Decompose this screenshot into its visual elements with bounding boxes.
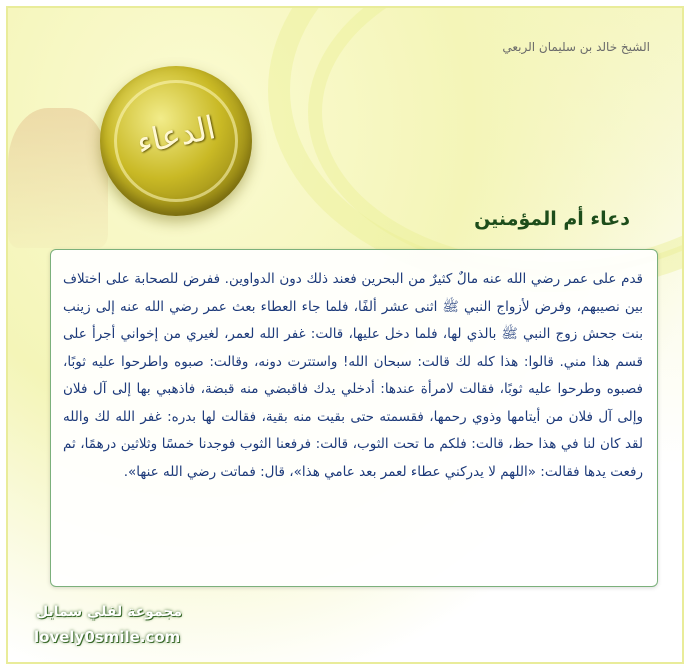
dua-medallion-logo — [100, 66, 252, 216]
site-brand-url: lovely0smile.com — [34, 628, 181, 646]
page-frame — [6, 6, 684, 664]
logo-calligraphy: الدعاء — [133, 108, 219, 162]
hadith-body-text: قدم على عمر رضي الله عنه مالٌ كثيرٌ من البحرين فعند ذلك دون الدواوين. ففرض للصحابة على اختلاف بين نصيبهم، وفرض لأزواج النبي ﷺ اثنى عشر ألفًا، فلما جاء العطاء بعث عمر رضي الله عنه إلى زينب بنت جحش زوج النبي ﷺ بالذي لها، فلما دخل عليها، قالت: غفر الله لعمر، لغيري من إخواني أجرأ على قسم هذا مني. قالوا: هذا كله لك قالت: سبحان الله! واستترت دونه، وقالت: صبوه واطرحوا عليه ثوبًا، فصبوه وطرحوا عليه ثوبًا، فقالت لامرأة عندها: أدخلي يدك فاقبضي منه قبضة، فاذهبي بها إلى آل فلان وإلى آل فلان من أيتامها وذوي رحمها، فقسمته حتى بقيت منه بقية، فقالت لها بدره: غفر الله لك والله لقد كان لنا في هذا حظ، قالت: فلكم ما تحت الثوب، قالت: فرفعنا الثوب فوجدنا خمسًا وثلاثين درهمًا، ثم رفعت يدها فقالت: «اللهم لا يدركني عطاء لعمر بعد عامي هذا»، قال: فماتت رضي الله عنها». — [63, 271, 643, 480]
site-brand-arabic: مجموعة لفلي سمايل — [36, 604, 183, 620]
praying-figure-image — [8, 108, 108, 248]
author-name: الشيخ خالد بن سليمان الربعي — [502, 40, 650, 54]
hadith-text-box — [50, 249, 658, 587]
page-title: دعاء أم المؤمنين — [474, 208, 630, 230]
